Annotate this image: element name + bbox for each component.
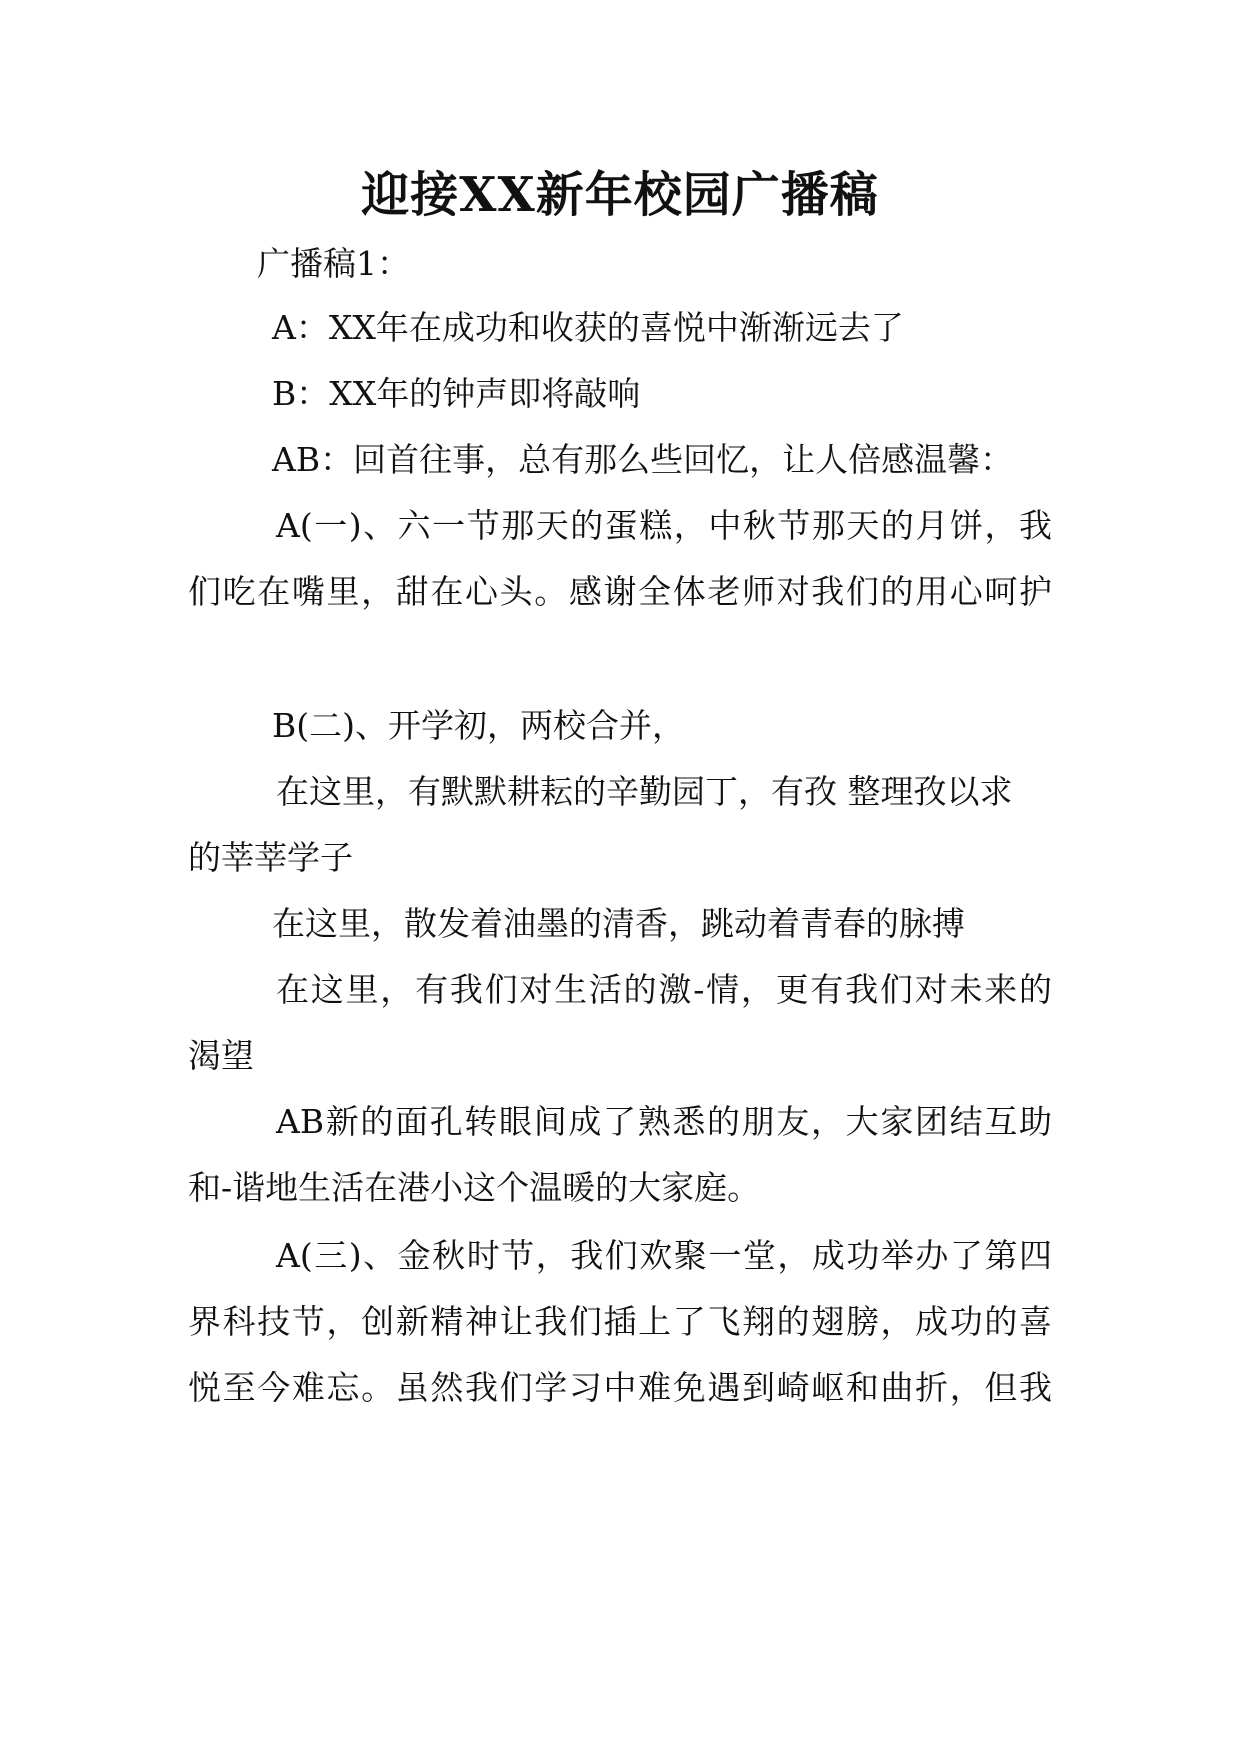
text-line: A(一)、六一节那天的蛋糕，中秋节那天的月饼，我 <box>276 506 1052 545</box>
text-line: B：XX年的钟声即将敲响 <box>272 374 641 413</box>
text-line: 广播稿1： <box>257 244 410 283</box>
document-title: 迎接XX新年校园广播稿 <box>361 167 879 223</box>
text-line: A(三)、金秋时节，我们欢聚一堂，成功举办了第四 <box>276 1236 1052 1275</box>
text-line: 在这里，散发着油墨的清香，跳动着青春的脉搏 <box>272 904 965 943</box>
text-line: 和-谐地生活在港小这个温暖的大家庭。 <box>188 1168 761 1207</box>
text-line: 的莘莘学子 <box>188 838 353 877</box>
text-line: B(二)、开学初，两校合并， <box>272 706 685 745</box>
text-line: A：XX年在成功和收获的喜悦中渐渐远去了 <box>272 308 904 347</box>
text-line: 界科技节，创新精神让我们插上了飞翔的翅膀，成功的喜 <box>188 1302 1052 1341</box>
text-line: 悦至今难忘。虽然我们学习中难免遇到崎岖和曲折，但我 <box>188 1368 1052 1407</box>
text-line: AB新的面孔转眼间成了熟悉的朋友，大家团结互助 <box>276 1102 1052 1141</box>
text-line: AB：回首往事，总有那么些回忆，让人倍感温馨： <box>272 440 1014 479</box>
text-line: 渴望 <box>188 1036 254 1075</box>
text-line: 在这里，有我们对生活的激-情，更有我们对未来的 <box>276 970 1052 1009</box>
text-line: 在这里，有默默耕耘的辛勤园丁，有孜 整理孜以求 <box>276 772 1013 811</box>
text-line: 们吃在嘴里，甜在心头。感谢全体老师对我们的用心呵护 <box>188 572 1052 611</box>
